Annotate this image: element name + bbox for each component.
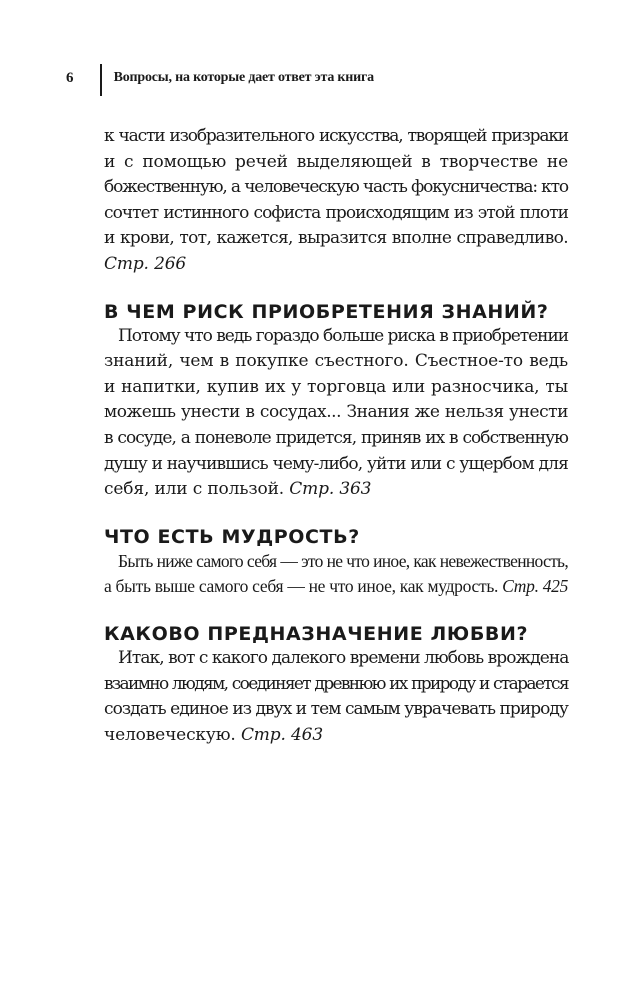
paragraph-line: душу и научившись чему-либо, уйти или с ущербом для (104, 453, 568, 474)
header-divider (100, 64, 102, 96)
section-paragraph (104, 549, 568, 600)
page-reference: Стр. 425 (502, 576, 569, 597)
page-reference: Стр. 363 (289, 479, 372, 500)
section-heading: КАКОВО ПРЕДНАЗНАЧЕНИЕ ЛЮБВИ? (104, 622, 529, 645)
section-knowledge-risk (104, 300, 568, 503)
paragraph-line-text: себя, или с пользой. (104, 479, 284, 500)
section-paragraph (104, 646, 568, 748)
page-number: 6 (66, 70, 74, 86)
paragraph-line-text: человеческую. (104, 724, 236, 745)
paragraph-last-line (104, 477, 568, 503)
page-reference: Стр. 266 (104, 253, 187, 274)
paragraph-last-line (104, 723, 568, 749)
paragraph-line: Итак, вот с какого далекого времени любовь врождена (118, 647, 569, 668)
section-wisdom (104, 525, 568, 600)
intro-paragraph (104, 124, 568, 278)
paragraph-line: знаний, чем в покупке съестного. Съестное-то ведь (104, 351, 568, 372)
paragraph-line: Быть ниже самого себя — это не что иное, как невежественность, (118, 550, 568, 571)
paragraph-last-line (104, 574, 568, 600)
section-paragraph (104, 324, 568, 503)
intro-line: и крови, тот, кажется, выразится вполне справедливо. (104, 228, 568, 249)
section-heading: В ЧЕМ РИСК ПРИОБРЕТЕНИЯ ЗНАНИЙ? (104, 300, 549, 323)
page-reference: Стр. 463 (240, 724, 324, 745)
paragraph-line: в сосуде, а поневоле придется, приняв их в собственную (104, 427, 568, 448)
intro-line: божественную, а человеческую часть фокусничества: кто (104, 177, 568, 198)
paragraph-line: взаимно людям, соединяет древнюю их природу и старается (104, 673, 568, 694)
paragraph-line-text: а быть выше самого себя — не что иное, как мудрость. (104, 576, 499, 597)
paragraph-line: можешь унести в сосудах... Знания же нельзя унести (104, 402, 568, 423)
paragraph-line: создать единое из двух и тем самым уврачевать природу (104, 699, 568, 720)
paragraph-line: и напитки, купив их у торговца или разносчика, ты (104, 376, 568, 397)
section-heading: ЧТО ЕСТЬ МУДРОСТЬ? (104, 525, 360, 548)
running-head (66, 64, 374, 96)
page-content (104, 124, 568, 748)
section-purpose-of-love (104, 622, 568, 748)
intro-line: к части изобразительного искусства, творящей призраки (104, 126, 568, 146)
intro-line: и с помощью речей выделяющей в творчестве не (104, 151, 568, 172)
paragraph-line: Потому что ведь гораздо больше риска в приобретении (118, 325, 568, 346)
intro-line: сочтет истинного софиста происходящим из этой плоти (104, 202, 568, 223)
running-head-title: Вопросы, на которые дает ответ эта книга (113, 70, 374, 85)
